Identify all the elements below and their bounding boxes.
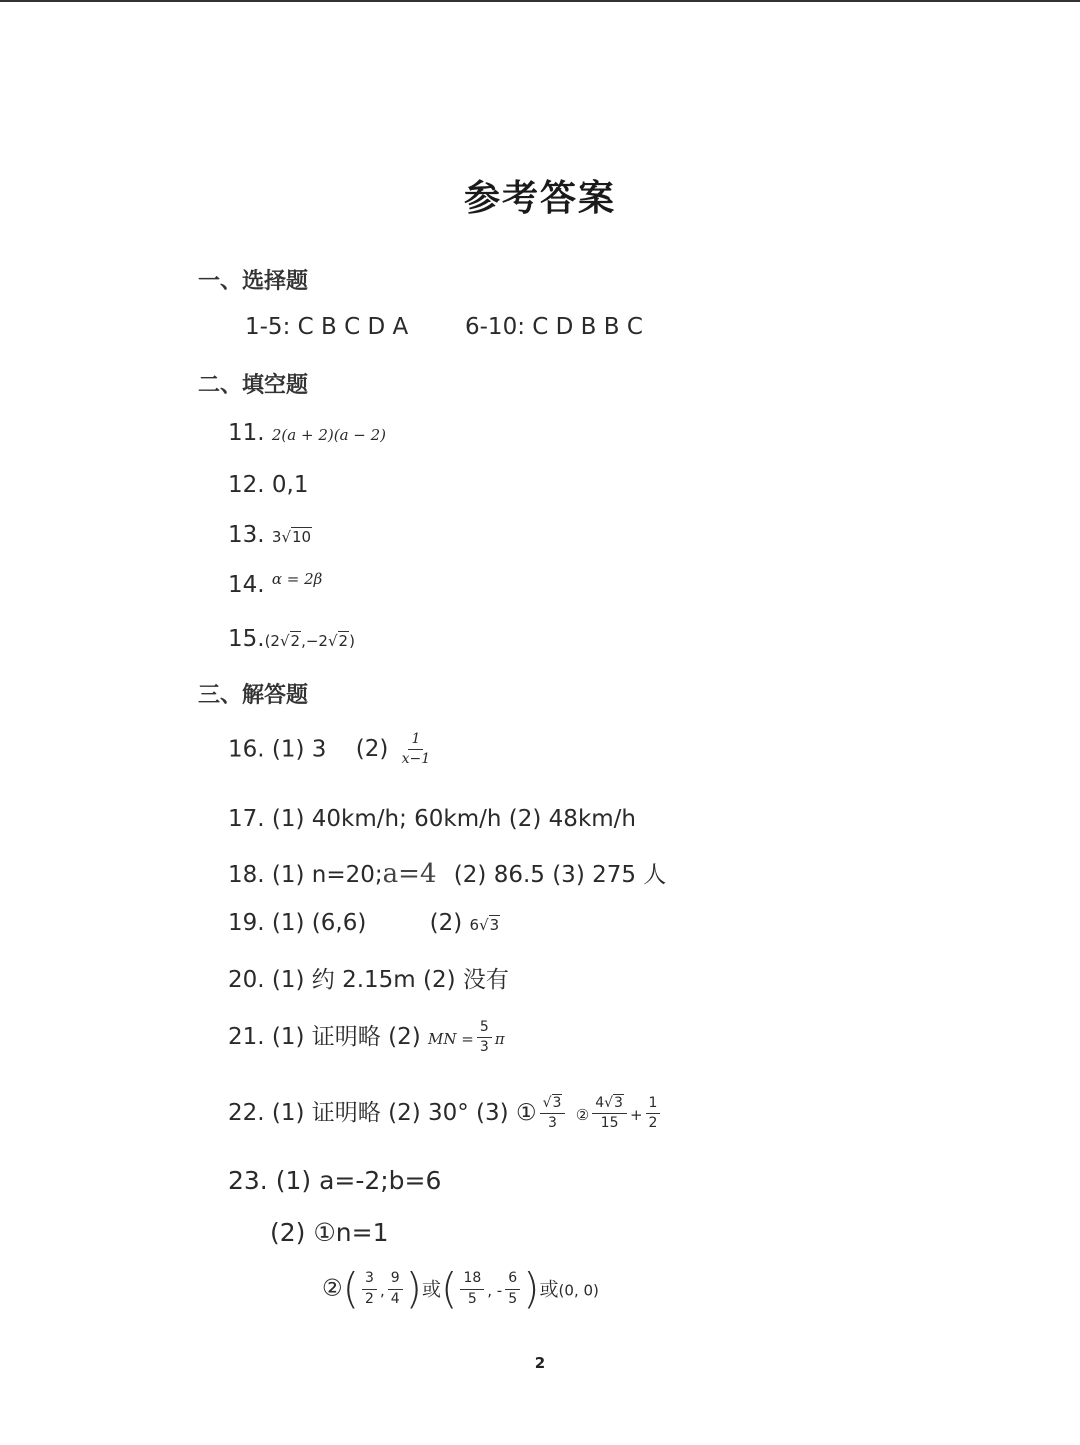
fraction-numerator: 1	[408, 732, 423, 750]
left-paren: (	[342, 1264, 360, 1313]
fraction-numerator: 1	[646, 1096, 661, 1114]
answer-22-fraction-1	[540, 1096, 566, 1132]
answer-22-fraction-2	[592, 1096, 627, 1132]
top-border	[0, 0, 1080, 2]
answer-15	[228, 626, 355, 652]
fraction-numerator: 18	[460, 1271, 484, 1289]
answer-19-expr	[470, 916, 501, 934]
answer-13	[228, 522, 312, 548]
sqrt-symbol: √10	[281, 528, 312, 546]
answer-18-a-value: a=4	[382, 859, 437, 889]
radicand: 3	[552, 1094, 562, 1111]
answer-13-coef: 3	[271, 528, 282, 546]
left-paren: (	[441, 1264, 458, 1313]
fraction-denominator: 15	[600, 1115, 619, 1131]
answer-22-label: 22. (1) 证明略 (2) 30° (3) ①	[228, 1100, 537, 1126]
answer-16-fraction	[399, 732, 434, 768]
point-1-y	[388, 1271, 403, 1307]
section-heading-choice: 一、选择题	[198, 269, 309, 294]
answer-16-part1: 16. (1) 3	[228, 736, 327, 763]
fraction-denominator: 3	[548, 1115, 557, 1131]
or-text: 或	[422, 1278, 442, 1301]
answer-15-label: 15.	[228, 626, 265, 652]
answer-13-label: 13.	[228, 522, 265, 548]
answer-15-close: )	[349, 632, 355, 650]
answer-11	[228, 420, 386, 446]
answer-23-line-2: (2) ①n=1	[270, 1218, 389, 1247]
fraction-numerator	[592, 1096, 627, 1114]
answer-16-part2-label: (2)	[355, 736, 389, 763]
fraction-numerator: 6	[505, 1271, 520, 1289]
answer-18-rest: (2) 86.5 (3) 275 人	[453, 862, 667, 888]
fraction-denominator: 5	[467, 1290, 477, 1307]
fraction-numerator: 3	[362, 1271, 377, 1289]
fraction-denominator: 3	[479, 1039, 489, 1055]
answer-19-radicand: 3	[489, 916, 500, 934]
sqrt-symbol: √2	[327, 632, 349, 650]
answer-18-part1: 18. (1) n=20;	[228, 862, 383, 888]
answer-13-radicand: 10	[292, 528, 312, 546]
answer-21-label: 21. (1) 证明略 (2)	[228, 1024, 421, 1050]
sqrt-symbol: √3	[604, 1094, 623, 1111]
circled-two: ②	[575, 1106, 590, 1124]
or-text: 或	[539, 1278, 559, 1301]
sqrt-symbol: √3	[479, 916, 500, 934]
fraction-denominator: x−1	[401, 751, 431, 768]
answer-20: 20. (1) 约 2.15m (2) 没有	[228, 967, 509, 993]
answer-15-radicand-1: 2	[290, 632, 301, 650]
answer-11-label: 11.	[228, 420, 265, 446]
coef: 4	[595, 1094, 605, 1111]
answer-14-expr: α = 2β	[271, 570, 323, 588]
answer-16	[228, 732, 436, 768]
answer-14	[228, 572, 322, 598]
answer-22-fraction-3	[646, 1096, 661, 1132]
answer-17: 17. (1) 40km/h; 60km/h (2) 48km/h	[228, 806, 636, 832]
answer-11-expr: 2(a + 2)(a − 2)	[271, 426, 387, 444]
answer-15-mid: ,−2	[301, 632, 328, 650]
comma: ,	[379, 1281, 385, 1300]
section-heading-fill: 二、填空题	[198, 373, 309, 398]
radicand: 3	[614, 1094, 623, 1111]
answer-13-expr	[272, 528, 312, 546]
answer-15-expr	[265, 632, 355, 650]
fraction-denominator: 5	[508, 1290, 518, 1307]
sqrt-symbol: √3	[542, 1094, 562, 1111]
page-title: 参考答案	[463, 178, 616, 219]
answer-19-part1: 19. (1) (6,6)	[228, 910, 367, 936]
fraction-denominator: 2	[648, 1115, 658, 1131]
point-2-y	[505, 1271, 520, 1307]
answer-14-label: 14.	[228, 572, 265, 598]
answer-21	[228, 1018, 505, 1055]
point-3: (0, 0)	[558, 1281, 599, 1300]
answer-18	[228, 856, 666, 889]
right-paren: )	[523, 1264, 540, 1313]
answer-21-expr: MN =	[427, 1030, 474, 1048]
answer-19-part2-label: (2)	[429, 910, 463, 936]
comma-minus: , -	[487, 1281, 503, 1300]
answer-15-open: (2	[264, 632, 280, 650]
fraction-numerator: 9	[388, 1271, 403, 1289]
answer-21-fraction	[477, 1020, 492, 1056]
right-paren: )	[405, 1264, 423, 1313]
fraction-denominator: 4	[390, 1290, 400, 1307]
fraction-numerator	[540, 1096, 566, 1114]
fraction-denominator: 2	[365, 1290, 374, 1307]
section-heading-solve: 三、解答题	[198, 683, 309, 708]
sqrt-symbol: √2	[279, 632, 301, 650]
answer-22	[228, 1094, 663, 1131]
mc-answers-6-10: 6-10: C D B B C	[465, 314, 643, 340]
circled-two: ②	[322, 1275, 343, 1302]
answer-15-radicand-2: 2	[338, 632, 349, 650]
page-number: 2	[534, 1354, 546, 1372]
answer-19	[228, 910, 500, 936]
plus-sign: +	[629, 1106, 643, 1124]
point-2-x	[460, 1271, 484, 1307]
mc-answers-1-5: 1-5: C B C D A	[245, 314, 409, 340]
answer-19-coef: 6	[469, 916, 480, 934]
point-1-x	[362, 1271, 377, 1307]
answer-12: 12. 0,1	[228, 472, 309, 498]
answer-23-line-3	[322, 1264, 599, 1313]
pi-symbol: π	[494, 1030, 505, 1048]
fraction-numerator: 5	[477, 1020, 492, 1038]
answer-23-line-1: 23. (1) a=-2;b=6	[228, 1166, 442, 1195]
